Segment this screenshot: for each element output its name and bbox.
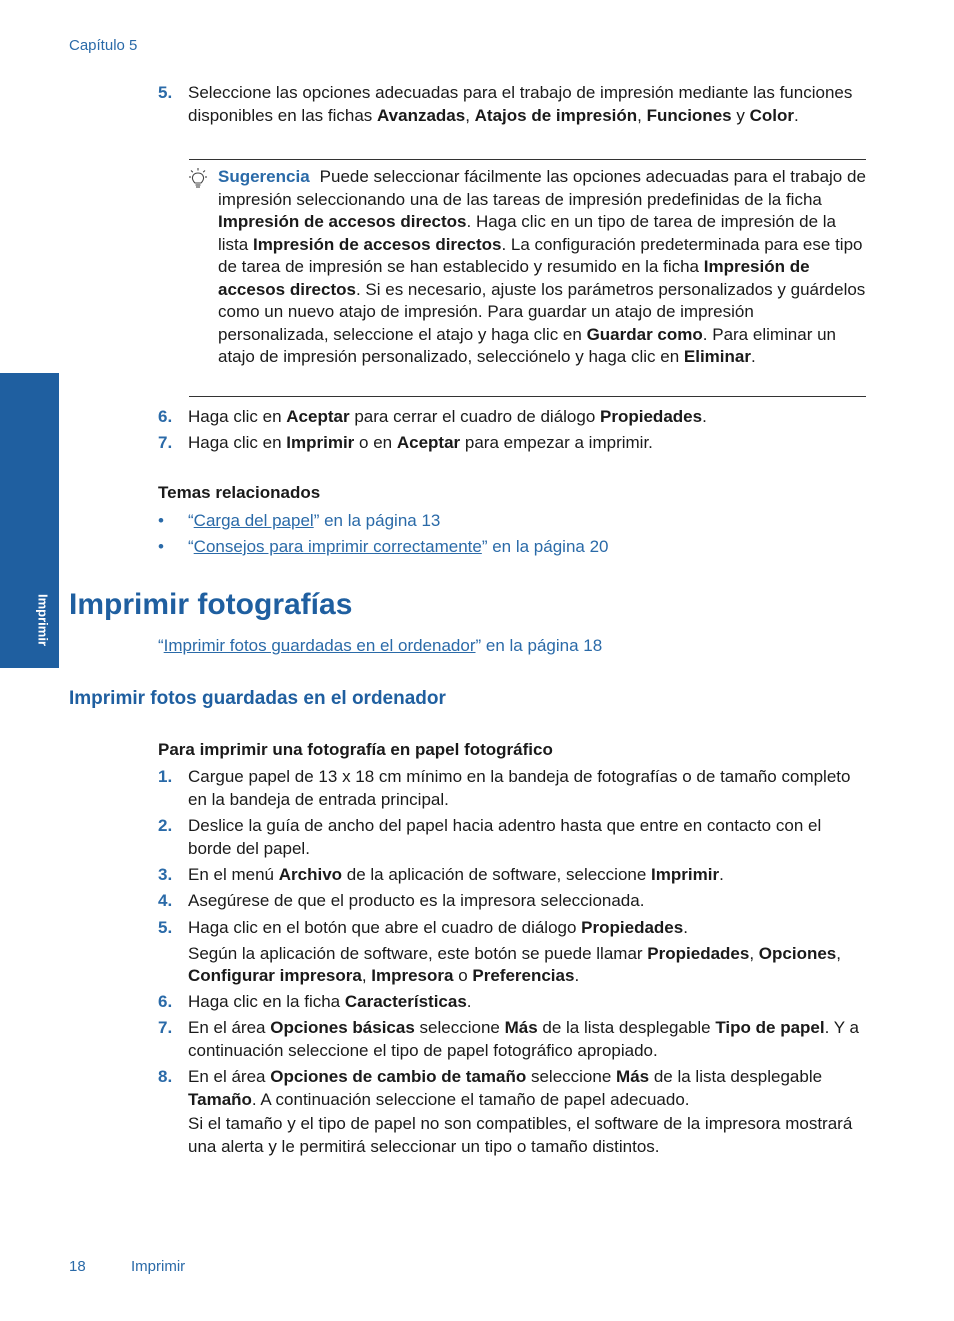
step-number: 6. [158, 992, 173, 1011]
step-top-7 [158, 432, 868, 455]
lightbulb-icon [186, 167, 210, 191]
bold-term: Tamaño [188, 1089, 252, 1109]
step-6 [158, 991, 868, 1014]
bold-term: Atajos de impresión [474, 105, 638, 125]
section-title: Imprimir fotografías [69, 588, 353, 621]
related-topics-title: Temas relacionados [158, 483, 321, 502]
step-7 [158, 1017, 868, 1062]
bold-term: Preferencias [472, 966, 575, 985]
step-4 [158, 890, 868, 913]
bold-term: Opciones básicas [270, 1018, 415, 1037]
bold-term: Opciones [758, 943, 837, 963]
step-text: Seleccione las opciones adecuadas para el trabajo de impresión mediante las funciones disponibles en las fichas Avanzadas, Atajos de impresión, Funciones y Color. [188, 83, 853, 125]
bold-term: Impresión de accesos directos [252, 234, 502, 254]
footer-section-title: Imprimir [131, 1258, 186, 1275]
step-3 [158, 864, 868, 887]
step-text: Haga clic en el botón que abre el cuadro de diálogo Propiedades. [188, 918, 688, 937]
section-link-line: “Imprimir fotos guardadas en el ordenador” en la página 18 [158, 636, 603, 655]
step-text: Cargue papel de 13 x 18 cm mínimo en la bandeja de fotografías o de tamaño completo en la bandeja de entrada principal. [188, 767, 851, 809]
procedure-title: Para imprimir una fotografía en papel fotográfico [158, 740, 553, 759]
bold-term: Propiedades [581, 918, 684, 937]
step-number: 7. [158, 433, 173, 452]
step-text: En el menú Archivo de la aplicación de software, seleccione Imprimir. [188, 865, 724, 884]
step-2 [158, 815, 868, 860]
step-number: 5. [158, 83, 173, 102]
bold-term: Guardar como [586, 324, 703, 344]
related-suffix: ” en la página 13 [313, 511, 441, 530]
step-number: 1. [158, 767, 173, 786]
step-1 [158, 766, 868, 811]
bold-term: Color [749, 105, 794, 125]
bold-term: Propiedades [600, 407, 703, 426]
related-link-carga-papel[interactable]: Carga del papel [193, 511, 314, 530]
step-text: Haga clic en la ficha Características. [188, 992, 472, 1011]
bold-term: Imprimir [651, 865, 720, 884]
step-number: 4. [158, 891, 173, 910]
bold-term: Impresión de accesos directos [218, 212, 467, 231]
tip-text: Puede seleccionar fácilmente las opciones adecuadas para el trabajo de impresión seleccionando una de las tareas de impresión predefinidas de la ficha Impresión de accesos directos. Haga clic en un tipo de tarea de impresión de la lista Impresión de accesos directos. La configuración predeterminada para ese tipo de tarea de impresión se han establecido y resumido en la ficha Impresión de accesos directos. Si es necesario, ajuste los parámetros personalizados y guárdelos como un nuevo atajo de impresión. Para guardar un atajo de impresión personalizada, seleccione el atajo y haga clic en Guardar como. Para eliminar un atajo de impresión personalizado, selecciónelo y haga clic en Eliminar. [218, 167, 866, 366]
related-item: • “Consejos para imprimir correctamente” en la página 20 [158, 537, 609, 556]
tip-bottom-rule [189, 396, 866, 397]
bold-term: Opciones de cambio de tamaño [270, 1067, 527, 1086]
step-text: Haga clic en Aceptar para cerrar el cuadro de diálogo Propiedades. [188, 407, 707, 426]
step-number: 3. [158, 865, 173, 884]
chapter-header: Capítulo 5 [69, 37, 138, 54]
bold-term: Configurar impresora [188, 966, 362, 985]
step-top-5 [158, 82, 868, 127]
bold-term: Imprimir [286, 433, 355, 452]
tip-label: Sugerencia [218, 167, 310, 186]
section-link-suffix: ” en la página 18 [475, 636, 603, 655]
bold-term: Características [344, 992, 467, 1011]
bold-term: Más [616, 1067, 650, 1086]
bold-term: Tipo de papel [715, 1018, 825, 1037]
bold-term: Impresora [371, 966, 454, 985]
side-tab-label: Imprimir [35, 593, 51, 647]
section-link[interactable]: Imprimir fotos guardadas en el ordenador [163, 636, 476, 655]
bold-term: Eliminar [683, 347, 751, 366]
bold-term: Funciones [646, 105, 732, 125]
step-number: 5. [158, 918, 173, 937]
bold-term: Más [504, 1018, 538, 1037]
step-number: 6. [158, 407, 173, 426]
bold-term: Aceptar [396, 433, 461, 452]
related-link-consejos[interactable]: Consejos para imprimir correctamente [193, 537, 482, 556]
subsection-title: Imprimir fotos guardadas en el ordenador [69, 688, 446, 709]
tip-box [218, 166, 868, 369]
step-text: En el área Opciones básicas seleccione Más de la lista desplegable Tipo de papel. Y a continuación seleccione el tipo de papel fotográfico apropiado. [188, 1018, 859, 1060]
step-number: 7. [158, 1018, 173, 1037]
step-text: Asegúrese de que el producto es la impresora seleccionada. [188, 891, 645, 910]
step-text: Haga clic en Imprimir o en Aceptar para empezar a imprimir. [188, 433, 653, 452]
step-text: Deslice la guía de ancho del papel hacia adentro hasta que entre en contacto con el borde del papel. [188, 816, 822, 858]
step-note: Si el tamaño y el tipo de papel no son compatibles, el software de la impresora mostrará una alerta y le permitirá seleccionar un tipo o tamaño distintos. [188, 1114, 853, 1156]
bold-term: Archivo [278, 865, 343, 884]
bold-term: Avanzadas [377, 105, 466, 125]
related-item: • “Carga del papel” en la página 13 [158, 511, 441, 530]
footer-page-number: 18 [69, 1258, 86, 1275]
step-5 [158, 917, 868, 988]
bold-term: Propiedades [647, 943, 750, 963]
tip-top-rule [189, 159, 866, 160]
step-number: 8. [158, 1067, 173, 1086]
step-number: 2. [158, 816, 173, 835]
step-top-6 [158, 406, 868, 429]
step-text: En el área Opciones de cambio de tamaño seleccione Más de la lista desplegable Tamaño. A continuación seleccione el tamaño de papel adecuado. [188, 1067, 823, 1109]
step-note: Según la aplicación de software, este botón se puede llamar Propiedades, Opciones, Configurar impresora, Impresora o Preferencias. [188, 943, 841, 985]
step-8 [158, 1066, 868, 1158]
related-suffix: ” en la página 20 [481, 537, 609, 556]
bold-term: Impresión de accesos directos [218, 257, 810, 299]
bold-term: Aceptar [286, 407, 350, 426]
